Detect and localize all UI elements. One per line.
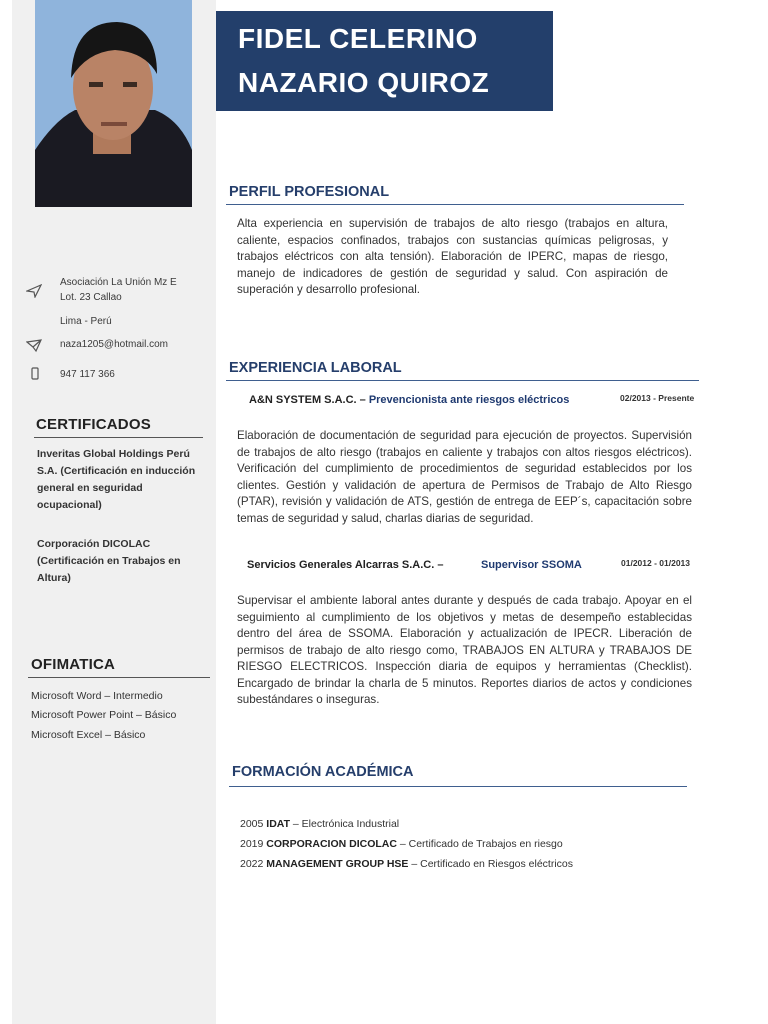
job-description: Elaboración de documentación de seguridad para ejecución de proyectos. Supervisión de trabajos de alto riesgo (trabajos en caliente y trabajos con altos riesgos eléctricos). Verificación del cumplimiento de procedimientos de seguridad establecidos por los clientes. Gestión y validación de apertura de Permisos de Trabajo de Alto Riesgo (PTAR), revisión y validación de ATS, gestión de entrega de EEP´s, capacitación sobre temas de seguridad y salud, charlas diarias de seguridad. bbox=[237, 429, 692, 525]
email-icon bbox=[26, 339, 42, 353]
software-skill: Microsoft Word – Intermedio bbox=[31, 690, 163, 702]
job-description: Supervisar el ambiente laboral antes durante y después de cada trabajo. Apoyar en el seguimiento al cumplimiento de los objetivos y metas de desempeño establecidas dentro del área de SSOMA. Elaboración y actualización de IPECR. Liberación de permisos de trabajo de alto riesgo como, TRABAJOS EN ALTURA y TRABAJOS DE RIESGO ELECTRICOS. Inspección diaria de equipos y herramientas (Checklist). Encargado de brindar la charla de 5 minutos. Reportes diarios de actos y condiciones subestándares o inseguras. bbox=[237, 594, 692, 706]
perfil-text: Alta experiencia en supervisión de trabajos de alto riesgo (trabajos en altura, caliente, espacios confinados, trabajos con sustancias químicas peligrosas, y trabajos eléctricos con alta tensión). Elaboración de IPERC, mapas de riesgo, manejo de indicadores de gestión de seguridad y salud. Con aspiración de superación y desarrollo profesional. bbox=[237, 217, 668, 296]
education-year: 2022 bbox=[240, 858, 264, 870]
experiencia-heading: EXPERIENCIA LABORAL bbox=[229, 360, 402, 376]
name-line-1: FIDEL CELERINO bbox=[238, 23, 478, 54]
job-title-line bbox=[249, 394, 569, 406]
job-title-line bbox=[247, 559, 443, 571]
email[interactable]: naza1205@hotmail.com bbox=[60, 339, 168, 350]
education-institution: CORPORACION DICOLAC bbox=[266, 838, 397, 850]
job-role: Supervisor SSOMA bbox=[481, 559, 582, 571]
education-detail: – Certificado de Trabajos en riesgo bbox=[399, 838, 563, 850]
job-company: A&N SYSTEM S.A.C. – bbox=[249, 394, 366, 406]
education-item bbox=[240, 837, 563, 851]
software-skill: Microsoft Power Point – Básico bbox=[31, 709, 177, 721]
formacion-divider bbox=[229, 786, 687, 787]
name-header bbox=[216, 11, 553, 111]
job-company: Servicios Generales Alcarras S.A.C. – bbox=[247, 559, 444, 571]
experiencia-divider bbox=[226, 380, 699, 381]
certificados-divider bbox=[34, 437, 203, 438]
city: Lima - Perú bbox=[60, 316, 112, 327]
education-year: 2005 bbox=[240, 818, 264, 830]
perfil-divider bbox=[226, 204, 684, 205]
education-detail: – Electrónica Industrial bbox=[292, 818, 400, 830]
certificate-item: Inveritas Global Holdings Perú S.A. (Certificación en inducción general en seguridad ocupacional) bbox=[37, 448, 196, 511]
ofimatica-divider bbox=[28, 677, 210, 678]
phone-icon bbox=[30, 367, 46, 381]
software-skill: Microsoft Excel – Básico bbox=[31, 729, 146, 741]
education-institution: MANAGEMENT GROUP HSE bbox=[266, 858, 409, 870]
certificados-heading: CERTIFICADOS bbox=[36, 416, 151, 433]
job-dates: 01/2012 - 01/2013 bbox=[621, 558, 691, 568]
education-item bbox=[240, 857, 573, 871]
phone: 947 117 366 bbox=[60, 369, 115, 380]
job-dates: 02/2013 - Presente bbox=[620, 393, 695, 403]
location-icon bbox=[26, 284, 42, 298]
education-institution: IDAT bbox=[266, 818, 290, 830]
formacion-heading: FORMACIÓN ACADÉMICA bbox=[232, 764, 414, 780]
education-year: 2019 bbox=[240, 838, 264, 850]
ofimatica-heading: OFIMATICA bbox=[31, 656, 116, 673]
certificate-item: Corporación DICOLAC (Certificación en Trabajos en Altura) bbox=[37, 538, 181, 584]
education-item bbox=[240, 817, 399, 831]
job-role: Prevencionista ante riesgos eléctricos bbox=[368, 394, 570, 406]
address-line-2: Lot. 23 Callao bbox=[60, 292, 122, 303]
education-detail: – Certificado en Riesgos eléctricos bbox=[411, 858, 574, 870]
name-line-2: NAZARIO QUIROZ bbox=[238, 67, 490, 98]
profile-photo bbox=[35, 0, 192, 207]
perfil-heading: PERFIL PROFESIONAL bbox=[229, 184, 390, 200]
address-line-1: Asociación La Unión Mz E bbox=[60, 277, 177, 288]
